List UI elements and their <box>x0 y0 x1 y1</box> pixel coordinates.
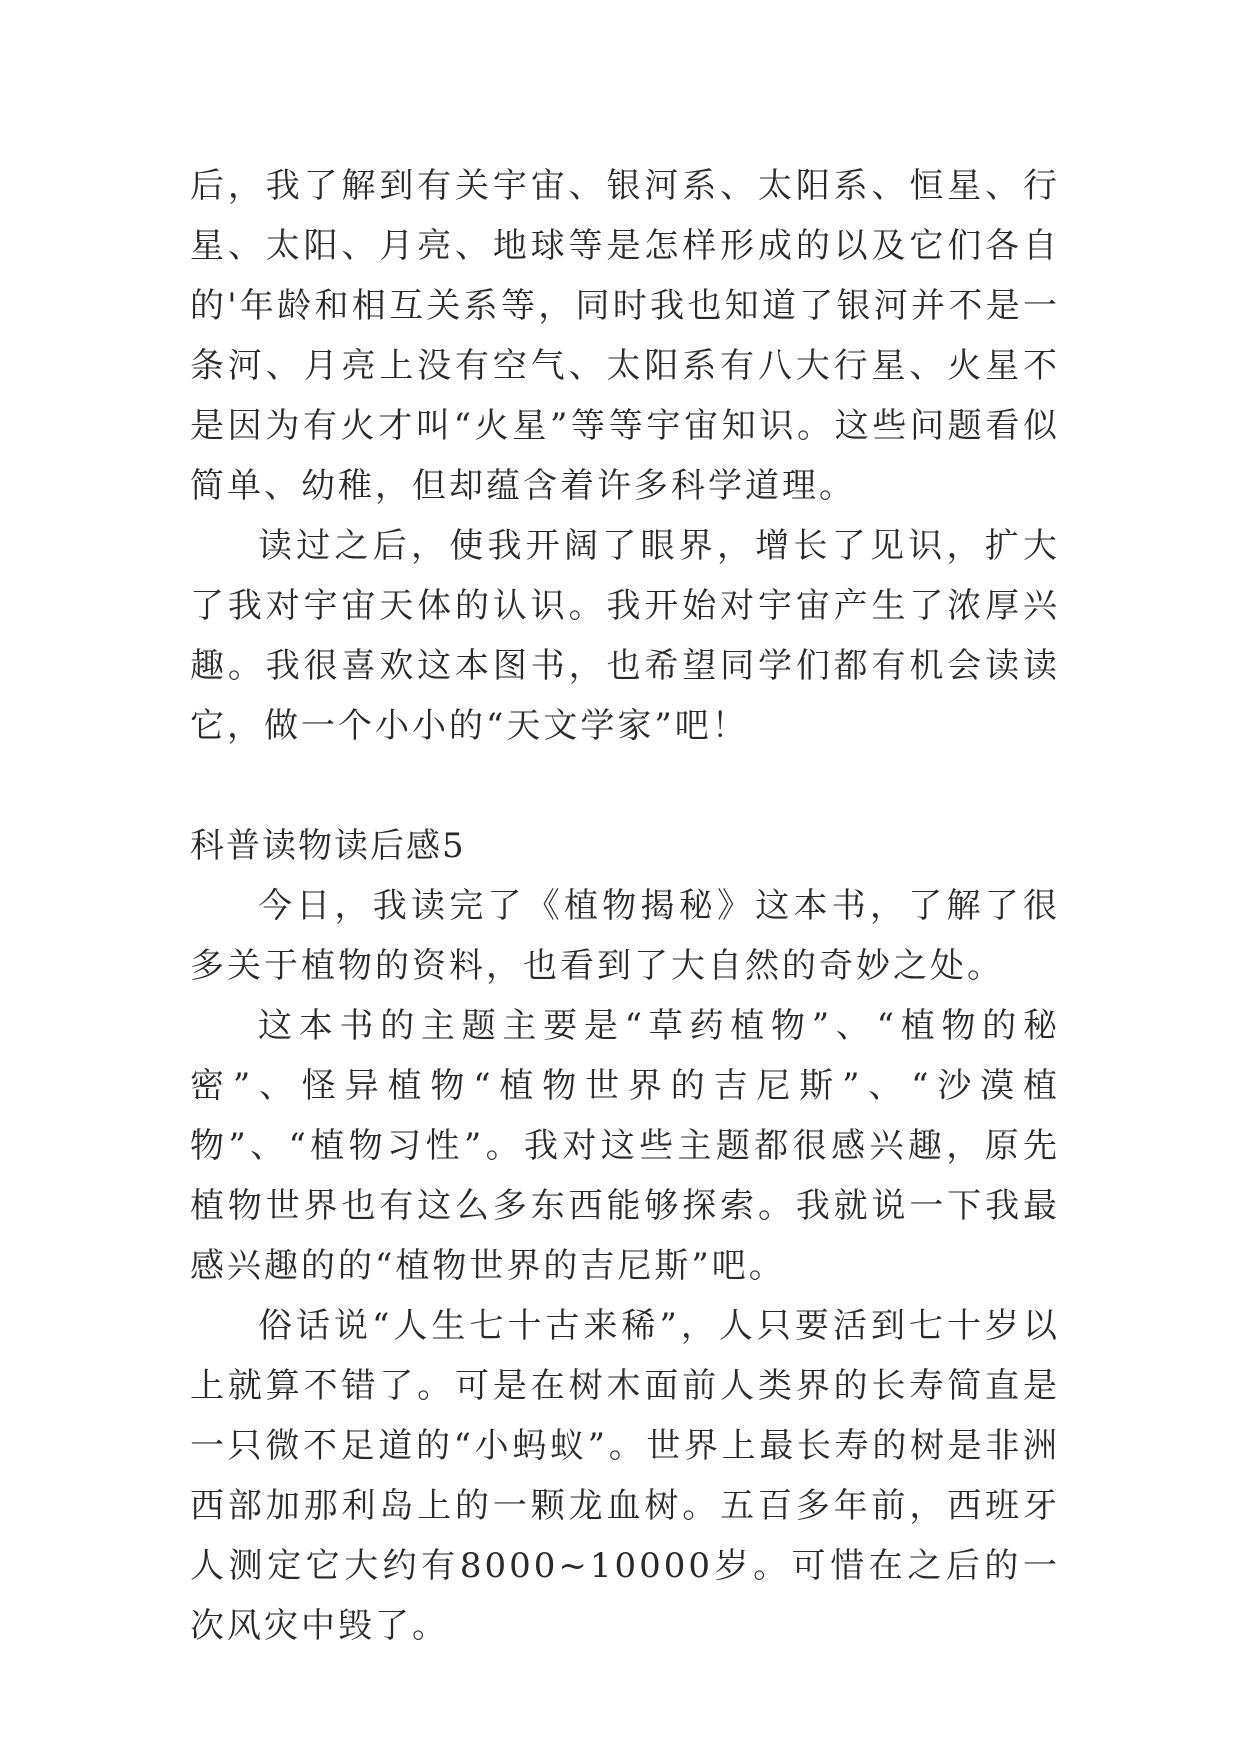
paragraph-continuation: 后，我了解到有关宇宙、银河系、太阳系、恒星、行星、太阳、月亮、地球等是怎样形成的以及它们各自的'年龄和相互关系等，同时我也知道了银河并不是一条河、月亮上没有空气、太阳系有八大行星、火星不是因为有火才叫“火星”等等宇宙知识。这些问题看似简单、幼稚，但却蕴含着许多科学道理。 <box>190 166 1060 506</box>
paragraph: 这本书的主题主要是“草药植物”、“植物的秘密”、怪异植物“植物世界的吉尼斯”、“沙漠植物”、“植物习性”。我对这些主题都很感兴趣，原先植物世界也有这么多东西能够探索。我就说一下我最感兴趣的的“植物世界的吉尼斯”吧。 <box>190 1006 1060 1286</box>
paragraph: 读过之后，使我开阔了眼界，增长了见识，扩大了我对宇宙天体的认识。我开始对宇宙产生了浓厚兴趣。我很喜欢这本图书，也希望同学们都有机会读读它，做一个小小的“天文学家”吧！ <box>190 526 1060 746</box>
document-body <box>190 156 1060 1656</box>
section-heading: 科普读物读后感5 <box>190 826 466 866</box>
paragraph: 俗话说“人生七十古来稀”，人只要活到七十岁以上就算不错了。可是在树木面前人类界的长寿简直是一只微不足道的“小蚂蚁”。世界上最长寿的树是非洲西部加那利岛上的一颗龙血树。五百多年前，西班牙人测定它大约有8000~10000岁。可惜在之后的一次风灾中毁了。 <box>190 1306 1060 1646</box>
paragraph: 今日，我读完了《植物揭秘》这本书，了解了很多关于植物的资料，也看到了大自然的奇妙之处。 <box>190 886 1060 986</box>
